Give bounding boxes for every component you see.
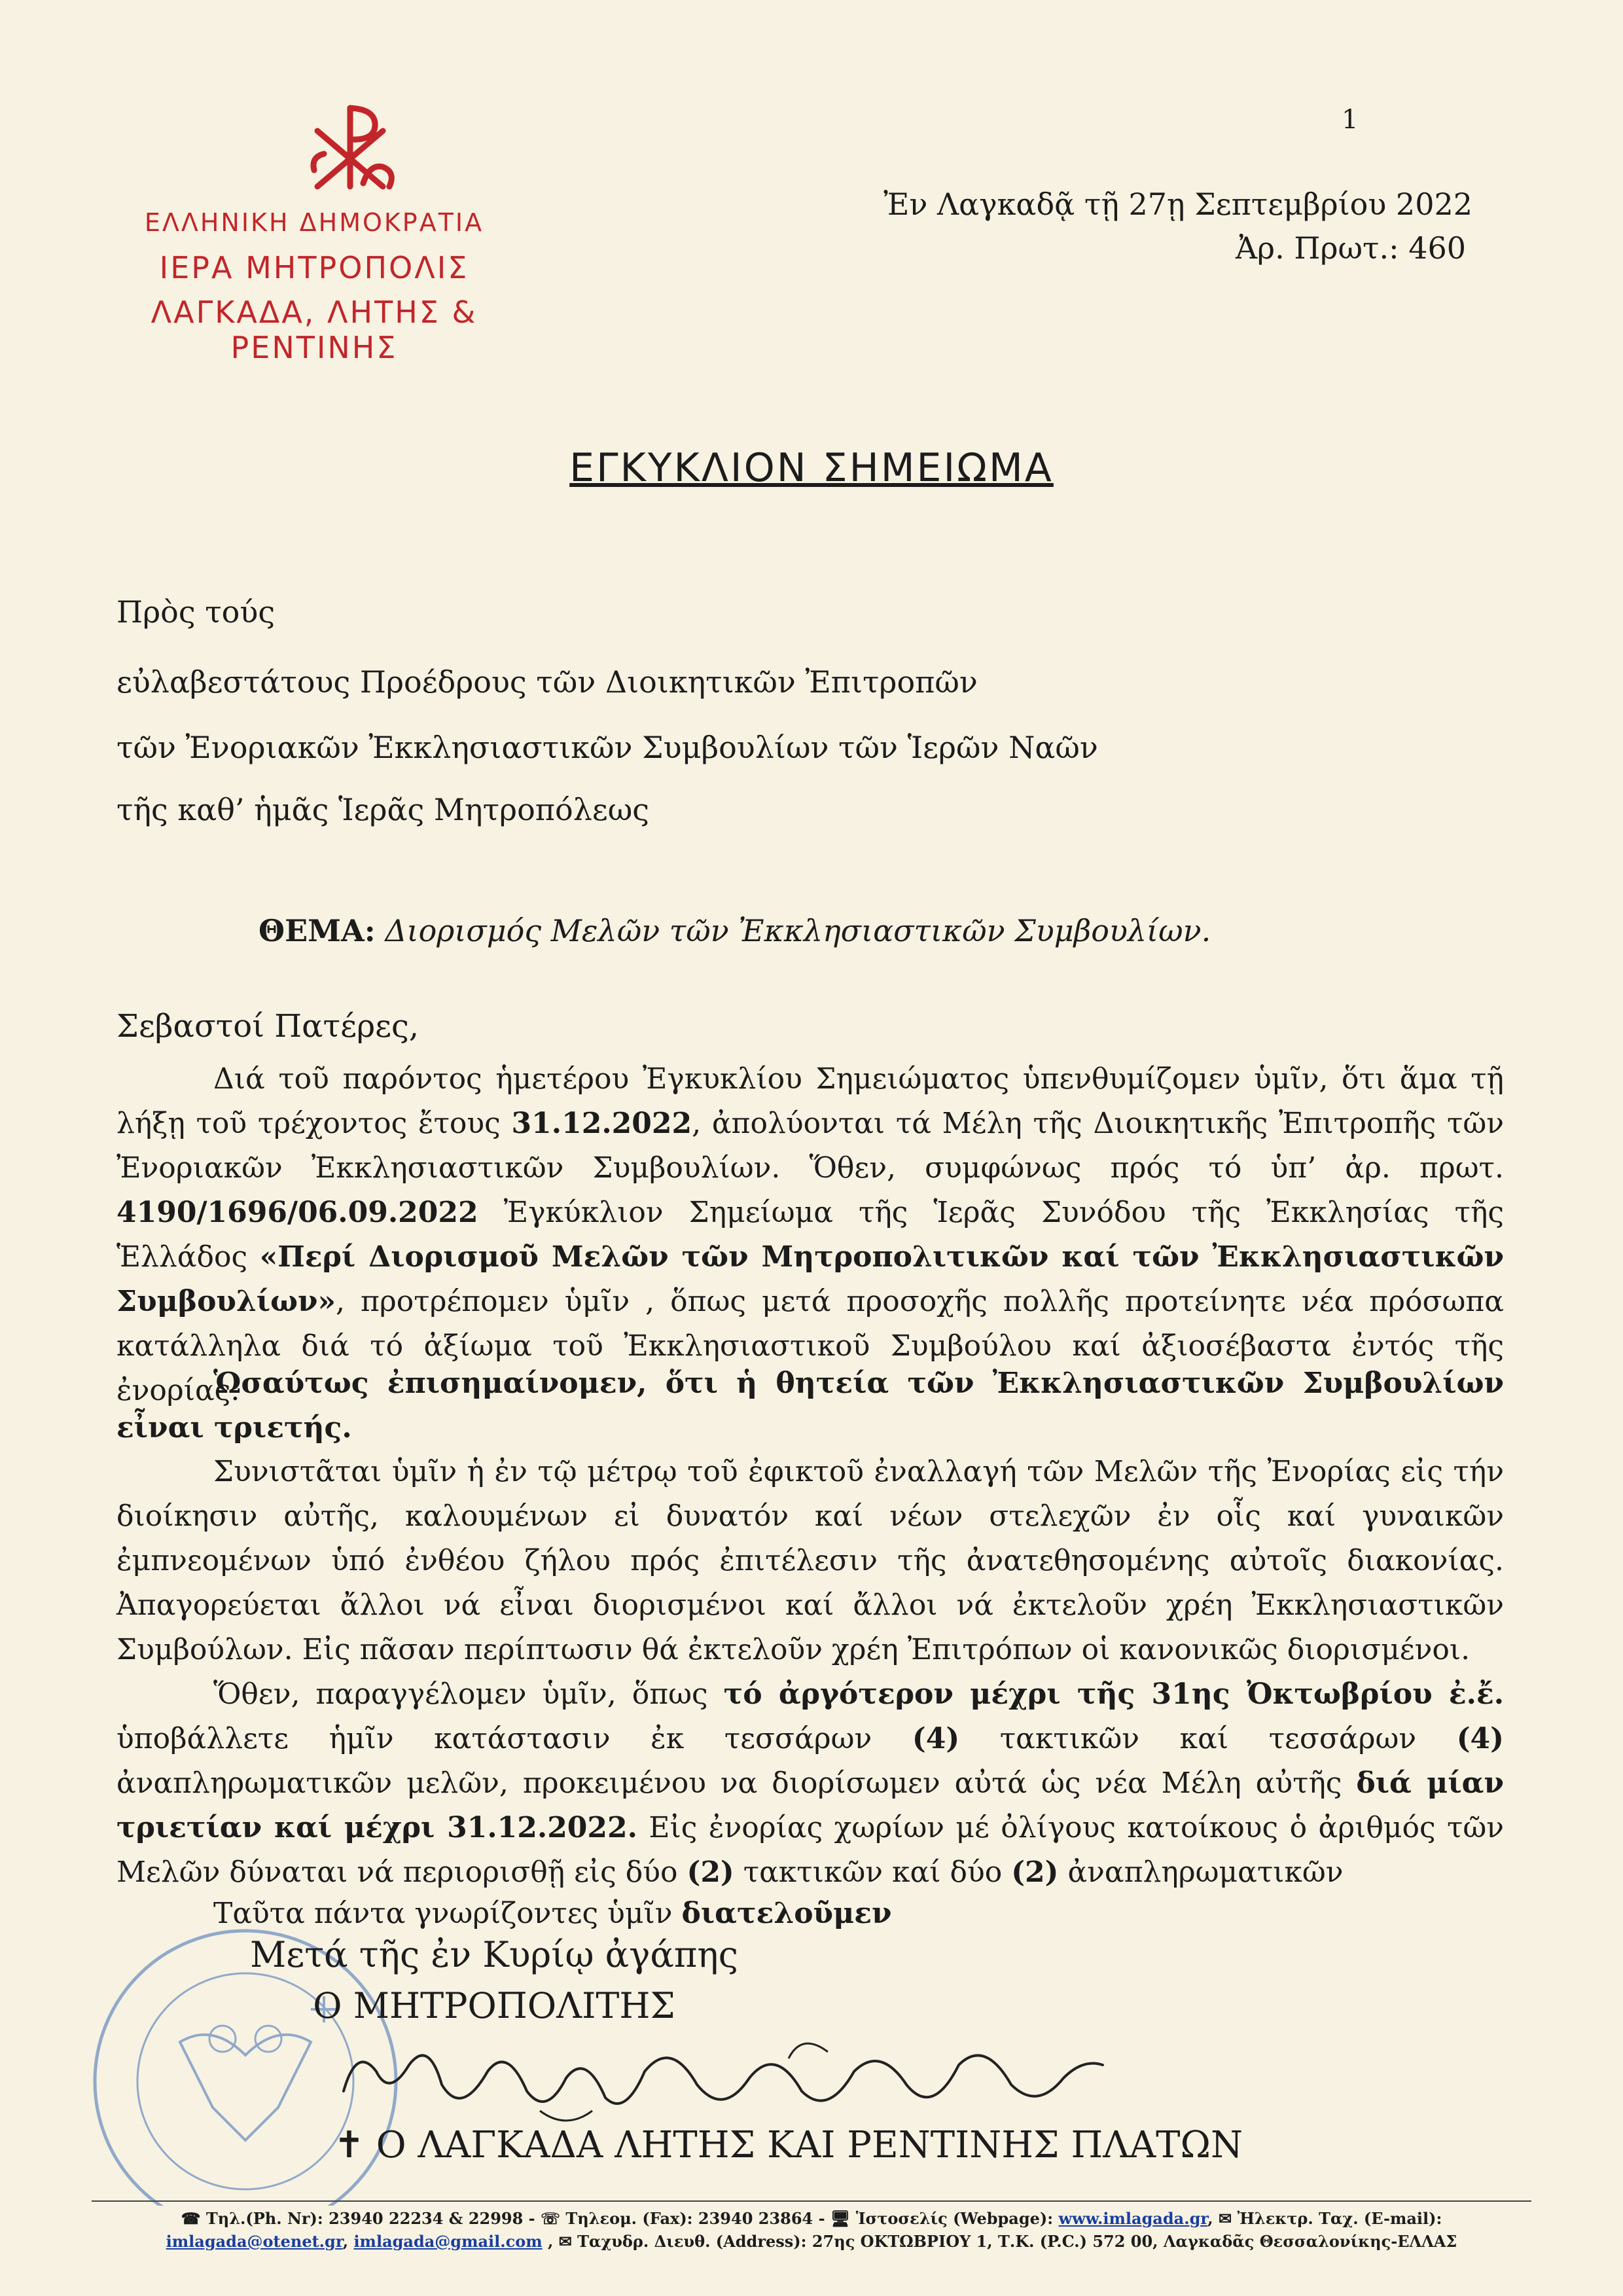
header-line-sees: ΛΑΓΚΑΔΑ, ΛΗΤΗΣ & ΡΕΝΤΙΝΗΣ xyxy=(151,295,478,365)
text-run: Εἰς ἐνορίας χωρίων μέ ὀλίγους κατοίκους ὁ ἀριθμός τῶν Μελῶν δύναται νά περιορισθῇ εἰς δύο xyxy=(116,1811,1504,1889)
document-title: ΕΓΚΥΚΛΙΟΝ ΣΗΜΕΙΩΜΑ xyxy=(569,445,1054,491)
footer-address xyxy=(92,2232,1531,2251)
protocol-number: Ἀρ. Πρωτ.: 460 xyxy=(1235,230,1466,266)
bold-number: (2) xyxy=(687,1856,734,1889)
signer-title: Ο ΜΗΤΡΟΠΟΛΙΤΗΣ xyxy=(313,1985,675,2026)
text-run: Ταῦτα πάντα γνωρίζοντες ὑμῖν xyxy=(213,1897,682,1930)
footer-divider xyxy=(92,2200,1531,2202)
header-line-metropolis: ΙΕΡΑ ΜΗΤΡΟΠΟΛΙΣ xyxy=(159,250,469,285)
footer-fax: ☏ Τηλεομ. (Fax): 23940 23864 - xyxy=(541,2209,830,2228)
footer-email-link[interactable]: imlagada@gmail.com xyxy=(353,2232,543,2251)
body-paragraph: Συνιστᾶται ὑμῖν ἡ ἐν τῷ μέτρῳ τοῦ ἐφικτοῦ ἐναλλαγή τῶν Μελῶν τῆς Ἐνορίας εἰς τήν διοίκησιν αὐτῆς, καλουμένων εἰ δυνατόν καί νέων στελεχῶν ἐν οἷς καί γυναικῶν ἐμπνεομένων ὑπό ἐνθέου ζήλου πρός ἐπιτέλεσιν τῆς ἀνατεθησομένης αὐτοῖς διακονίας. Ἀπαγορεύεται ἄλλοι νά εἶναι διορισμένοι καί ἄλλοι νά ἐκτελοῦν χρέη Ἐκκλησιαστικῶν Συμβούλων. Εἰς πᾶσαν περίπτωσιν θά ἐκτελοῦν χρέη Ἐπιτρόπων οἱ κανονικῶς διορισμένοι. xyxy=(116,1455,1504,1666)
handwritten-signature-icon xyxy=(330,2019,1116,2137)
bold-term: διά μίαν τριετίαν καί μέχρι 31.12.2022. xyxy=(116,1767,1504,1844)
addressee-to: Πρὸς τούς xyxy=(116,594,276,630)
text-run: ὑποβάλλετε ἡμῖν κατάστασιν ἐκ τεσσάρων xyxy=(116,1722,912,1755)
text-run: ἀναπληρωματικῶν μελῶν, προκειμένου να διορίσωμεν αὐτά ὡς νέα Μέλη αὐτῆς xyxy=(116,1767,1357,1800)
bold-date: 31.12.2022 xyxy=(511,1107,692,1140)
text-run: , προτρέπομεν ὑμῖν , ὅπως μετά προσοχῆς πολλῆς προτείνητε νέα πρόσωπα κατάλληλα διά τό ἀξίωμα τοῦ Ἐκκλησιαστικοῦ Συμβούλου καί ἀξιοσέβαστα ἐντός τῆς ἐνορίας. xyxy=(116,1285,1504,1407)
text-run: τακτικῶν καί δύο xyxy=(734,1856,1012,1889)
closing-greeting: Μετά τῆς ἐν Κυρίῳ ἀγάπης xyxy=(250,1934,738,1975)
text-run: τακτικῶν καί τεσσάρων xyxy=(959,1722,1457,1755)
bold-quote: «Περί Διορισμοῦ Μελῶν τῶν Μητροπολιτικῶν καί τῶν Ἐκκλησιαστικῶν Συμβουλίων» xyxy=(116,1240,1504,1318)
bold-word: διατελοῦμεν xyxy=(681,1897,892,1930)
body-paragraph xyxy=(116,1057,1504,1413)
bold-number: (4) xyxy=(1456,1722,1504,1755)
bold-reference: 4190/1696/06.09.2022 xyxy=(116,1196,478,1229)
body-paragraph-bold: Ὡσαύτως ἐπισημαίνομεν, ὅτι ἡ θητεία τῶν Ἐκκλησιαστικῶν Συμβουλίων εἶναι τριετής. xyxy=(116,1367,1504,1444)
footer-email-label: , ✉ Ἠλεκτρ. Ταχ. (E-mail): xyxy=(1207,2209,1442,2228)
text-run: , ἀπολύονται τά Μέλη τῆς Διοικητικῆς Ἐπιτροπῆς τῶν Ἐνοριακῶν Ἐκκλησιαστικῶν Συμβουλίων. Ὅθεν, συμφώνως πρός τό ὑπ’ ἀρ. πρωτ. xyxy=(116,1107,1504,1185)
place-date: Ἐν Λαγκαδᾷ τῇ 27ῃ Σεπτεμβρίου 2022 xyxy=(883,187,1472,222)
bold-number: (2) xyxy=(1011,1856,1059,1889)
footer-postal-address: , ✉ Ταχυδρ. Διευθ. (Address): 27ης ΟΚΤΩΒΡΙΟΥ 1, Τ.Κ. (P.C.) 572 00, Λαγκαδᾶς Θεσσαλονίκης-ΕΛΛΑΣ xyxy=(542,2232,1457,2251)
footer-contacts xyxy=(92,2209,1531,2228)
footer-phone: ☎ Τηλ.(Ph. Nr): 23940 22234 & 22998 - xyxy=(181,2209,541,2228)
text-run: Ἐγκύκλιον Σημείωμα τῆς Ἱερᾶς Συνόδου τῆς Ἐκκλησίας τῆς Ἑλλάδος xyxy=(116,1196,1504,1274)
chi-rho-logo-icon xyxy=(298,95,402,193)
text-run: Ὅθεν, παραγγέλομεν ὑμῖν, ὅπως xyxy=(213,1677,724,1711)
addressee-line: εὐλαβεστάτους Προέδρους τῶν Διοικητικῶν Ἐπιτροπῶν xyxy=(116,664,978,700)
subject-label: ΘΕΜΑ: xyxy=(259,913,376,948)
bold-number: (4) xyxy=(912,1722,960,1755)
addressee-line: τῶν Ἐνοριακῶν Ἐκκλησιαστικῶν Συμβουλίων τῶν Ἱερῶν Ναῶν xyxy=(116,730,1098,765)
bold-deadline: τό ἀργότερον μέχρι τῆς 31ης Ὀκτωβρίου ἐ.ἔ. xyxy=(723,1677,1505,1711)
subject-line xyxy=(259,913,1211,948)
subject-text: Διορισμός Μελῶν τῶν Ἐκκλησιαστικῶν Συμβουλίων. xyxy=(385,913,1211,948)
footer-web-link[interactable]: www.imlagada.gr xyxy=(1058,2209,1208,2228)
footer-web-label: 🖥 Ἱστοσελίς (Webpage): xyxy=(830,2209,1059,2228)
page-number: 1 xyxy=(1342,105,1359,135)
body-paragraph xyxy=(116,1672,1504,1895)
footer-separator: , xyxy=(342,2232,354,2251)
text-run: Διά τοῦ παρόντος ἡμετέρου Ἐγκυκλίου Σημειώματος ὑπενθυμίζομεν ὑμῖν, ὅτι ἅμα τῇ λήξῃ τοῦ τρέχοντος ἔτους xyxy=(116,1062,1504,1140)
signer-name: ✝ Ο ΛΑΓΚΑΔΑ ΛΗΤΗΣ ΚΑΙ ΡΕΝΤΙΝΗΣ ΠΛΑΤΩΝ xyxy=(334,2124,1243,2166)
footer-email-link[interactable]: imlagada@otenet.gr xyxy=(166,2232,343,2251)
header-line-state: ΕΛΛΗΝΙΚΗ ΔΗΜΟΚΡΑΤΙΑ xyxy=(144,208,484,237)
text-run: ἀναπληρωματικῶν xyxy=(1058,1856,1344,1889)
addressee-line: τῆς καθ’ ἡμᾶς Ἱερᾶς Μητροπόλεως xyxy=(116,792,649,827)
salutation: Σεβαστοί Πατέρες, xyxy=(116,1008,419,1045)
